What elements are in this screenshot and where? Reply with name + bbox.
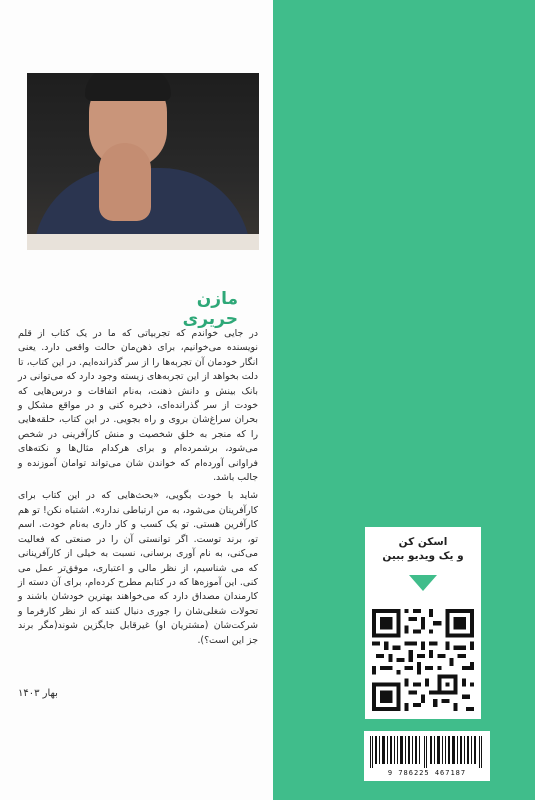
publication-season: بهار ۱۴۰۳ bbox=[18, 688, 58, 699]
author-name: مازن حریری bbox=[182, 289, 238, 329]
barcode-bars bbox=[370, 736, 484, 768]
isbn-barcode bbox=[364, 731, 490, 781]
isbn-number: 9 786225 467187 bbox=[387, 769, 467, 777]
photo-table bbox=[27, 234, 259, 250]
photo-hair bbox=[85, 73, 171, 101]
qr-card bbox=[365, 527, 481, 719]
qr-code[interactable] bbox=[372, 609, 474, 711]
blurb-paragraph-2: شاید با خودت بگویی، «بحث‌هایی که در این کتاب برای کارآفرینان می‌شود، به من ارتباطی ندارد». اشتباه نکن! تو هم کارآفرین هستی. تو یک کسب و کار داری به‌نام خودت. اسم تو، برند توست. اگر توانستی آن را در صنعتی که فعالیت می‌کنی، به نام آوری برسانی، نسبت به خیلی از کارآفرینانی که می شناسیم، از نظر مالی و اعتباری، موفق‌تر عمل می کنی. این آموزه‌ها که در کتابم مطرح کرده‌ام، برای آن دسته از کارمندان مصداق دارد که می‌خواهند بهترین خودشان باشند و تحولات شغلی‌شان را جوری دنبال کنند که از نظر کارفرما و شرکت‌شان (مشتریان او) غیرقابل جایگزین شوند(مگر برند جز این است؟). bbox=[18, 490, 258, 646]
qr-title-line-1: اسکن کن bbox=[398, 536, 448, 548]
blurb-paragraph-1: در جایی خواندم که تجربیاتی که ما در یک کتاب از قلم نویسنده می‌خوانیم، برای ذهن‌مان حالت واقعی دارد. یعنی انگار خودمان آن تجربه‌ها را از سر گذرانده‌ایم. در این کتاب، تا دلت بخواهد از این تجربه‌های زیسته وجود دارد که می‌توانی در بانک بینش و دانش ذهنت، به‌نام اتفاقات و درس‌هایی که خودت از سر گذرانده‌ای، ذخیره کنی و در مواقع مشکل و بحران سراغ‌شان بروی و راه بجویی. در این کتاب، حلقه‌هایی را که منجر به خلق شخصیت و منش کارآفرینی در شخص می‌شود، برشمرده‌ام و برای هرکدام مثال‌ها و نکته‌های فراوانی آورده‌ام که خواندن شان می‌تواند توامان آموزنده و جالب باشد. bbox=[18, 328, 258, 484]
blurb-text bbox=[18, 327, 258, 652]
qr-title bbox=[365, 535, 481, 563]
qr-title-line-2: و یک ویدیو ببین bbox=[382, 550, 464, 562]
photo-hands bbox=[99, 143, 151, 221]
down-arrow-icon bbox=[409, 575, 437, 591]
author-photo bbox=[27, 73, 259, 250]
